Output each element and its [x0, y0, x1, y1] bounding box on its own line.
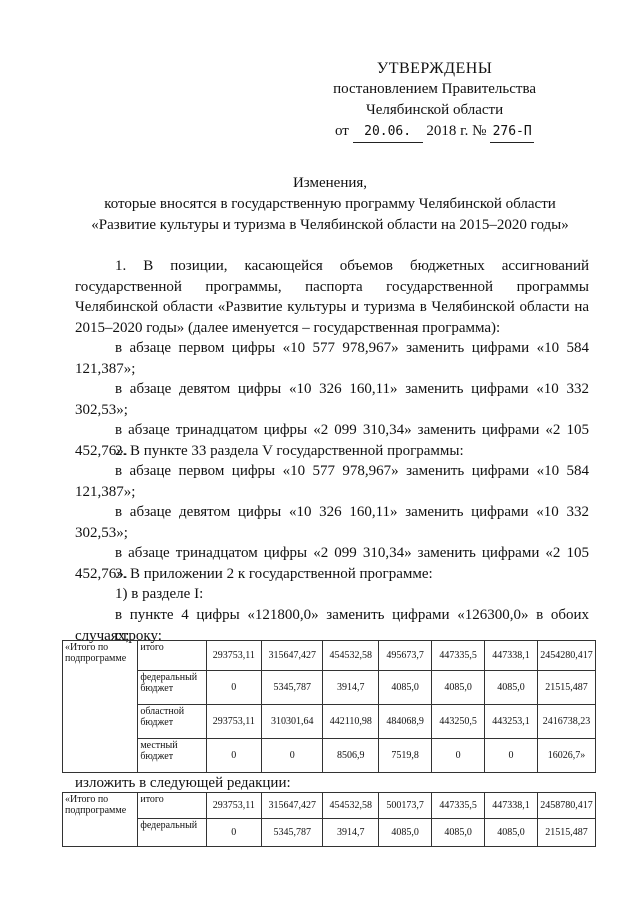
- row-name: федеральный бюджет: [138, 671, 206, 705]
- table-cell: 7519,8: [379, 739, 432, 773]
- table-cell: 3914,7: [323, 671, 379, 705]
- row-name: итого: [138, 793, 206, 819]
- table-cell: 0: [432, 739, 485, 773]
- document-title: [60, 173, 600, 236]
- table-cell: 293753,11: [206, 705, 262, 739]
- table-cell: 4085,0: [379, 819, 432, 847]
- paragraph-4: в абзаце тринадцатом цифры «2 099 310,34» заменить цифрами «2 105 452,76».: [75, 422, 589, 459]
- paragraph-8: в абзаце тринадцатом цифры «2 099 310,34» заменить цифрами «2 105 452,76».: [75, 545, 589, 582]
- table-cell: 3914,7: [323, 819, 379, 847]
- table-cell: 495673,7: [379, 641, 432, 671]
- table-cell: 442110,98: [323, 705, 379, 739]
- paragraph-1: 1. В позиции, касающейся объемов бюджетных ассигнований государственной программы, паспорта государственной программы Челябинской области «Развитие культуры и туризма в Челябинской области на 2015–2020 годы» (далее именуется – государственная программа):: [75, 258, 589, 336]
- table-cell: 0: [485, 739, 538, 773]
- table-row: [63, 793, 596, 819]
- title-line-1: Изменения,: [292, 175, 368, 191]
- paragraph-13: изложить в следующей редакции:: [75, 775, 291, 791]
- table-cell: 293753,11: [206, 641, 262, 671]
- table-cell: 16026,7»: [538, 739, 596, 773]
- table-cell: 293753,11: [206, 793, 262, 819]
- table-cell: 0: [206, 671, 262, 705]
- paragraph-10: 1) в разделе I:: [115, 586, 204, 602]
- row-name: областной бюджет: [138, 705, 206, 739]
- table-cell: 2454280,417: [538, 641, 596, 671]
- table-cell: 454532,58: [323, 641, 379, 671]
- table-cell: 0: [206, 739, 262, 773]
- table-cell: 2458780,417: [538, 793, 596, 819]
- table-cell: 310301,64: [262, 705, 323, 739]
- title-line-3: «Развитие культуры и туризма в Челябинской области на 2015–2020 годы»: [91, 217, 569, 233]
- table-row: [63, 705, 596, 739]
- paragraph-6: в абзаце первом цифры «10 577 978,967» заменить цифрами «10 584 121,387»;: [75, 463, 589, 500]
- table-cell: 5345,787: [262, 819, 323, 847]
- title-line-2: которые вносятся в государственную программу Челябинской области: [104, 196, 556, 212]
- table-cell: 0: [262, 739, 323, 773]
- new-row-table: [62, 792, 596, 847]
- paragraph-3: в абзаце девятом цифры «10 326 160,11» заменить цифрами «10 332 302,53»;: [75, 381, 589, 418]
- table-cell: 443250,5: [432, 705, 485, 739]
- table-cell: 447335,5: [432, 641, 485, 671]
- table-cell: 315647,427: [262, 793, 323, 819]
- table-cell: 8506,9: [323, 739, 379, 773]
- approval-heading: УТВЕРЖДЕНЫ: [376, 60, 493, 77]
- paragraph-2: в абзаце первом цифры «10 577 978,967» заменить цифрами «10 584 121,387»;: [75, 340, 589, 377]
- table-cell: 443253,1: [485, 705, 538, 739]
- table-cell: 4085,0: [485, 819, 538, 847]
- row-name: местный бюджет: [138, 739, 206, 773]
- table-cell: 447338,1: [485, 793, 538, 819]
- table-cell: 447338,1: [485, 641, 538, 671]
- paragraph-12: строку:: [115, 628, 162, 644]
- paragraph-7: в абзаце девятом цифры «10 326 160,11» заменить цифрами «10 332 302,53»;: [75, 504, 589, 541]
- old-row-table: [62, 640, 596, 773]
- table-row: [63, 739, 596, 773]
- table-cell: 4085,0: [379, 671, 432, 705]
- table-label: «Итого по подпрограмме: [63, 793, 138, 847]
- table-label: «Итого по подпрограмме: [63, 641, 138, 773]
- table-cell: 484068,9: [379, 705, 432, 739]
- table-cell: 0: [206, 819, 262, 847]
- approval-number: 276-П: [490, 121, 534, 143]
- table-cell: 4085,0: [432, 819, 485, 847]
- approval-date: 20.06.: [353, 121, 423, 143]
- approval-year: 2018 г. №: [426, 123, 487, 139]
- row-name: федеральный: [138, 819, 206, 847]
- row-name: итого: [138, 641, 206, 671]
- table-cell: 454532,58: [323, 793, 379, 819]
- approval-from: от: [335, 123, 349, 139]
- table-cell: 4085,0: [432, 671, 485, 705]
- table-cell: 2416738,23: [538, 705, 596, 739]
- table-row: [63, 671, 596, 705]
- paragraph-5: 2. В пункте 33 раздела V государственной программы:: [115, 443, 464, 459]
- paragraph-11: в пункте 4 цифры «121800,0» заменить цифрами «126300,0» в обоих случаях;: [75, 607, 589, 644]
- approval-date-line: [333, 121, 536, 143]
- paragraph-9: 3. В приложении 2 к государственной программе:: [115, 566, 433, 582]
- table-row: [63, 819, 596, 847]
- table-row: [63, 641, 596, 671]
- approval-block: [333, 58, 536, 143]
- table-cell: 21515,487: [538, 819, 596, 847]
- table-cell: 5345,787: [262, 671, 323, 705]
- table-cell: 4085,0: [485, 671, 538, 705]
- table-cell: 21515,487: [538, 671, 596, 705]
- table-cell: 447335,5: [432, 793, 485, 819]
- table-cell: 315647,427: [262, 641, 323, 671]
- table-cell: 500173,7: [379, 793, 432, 819]
- approval-line-2: Челябинской области: [366, 102, 504, 118]
- approval-line-1: постановлением Правительства: [333, 81, 536, 97]
